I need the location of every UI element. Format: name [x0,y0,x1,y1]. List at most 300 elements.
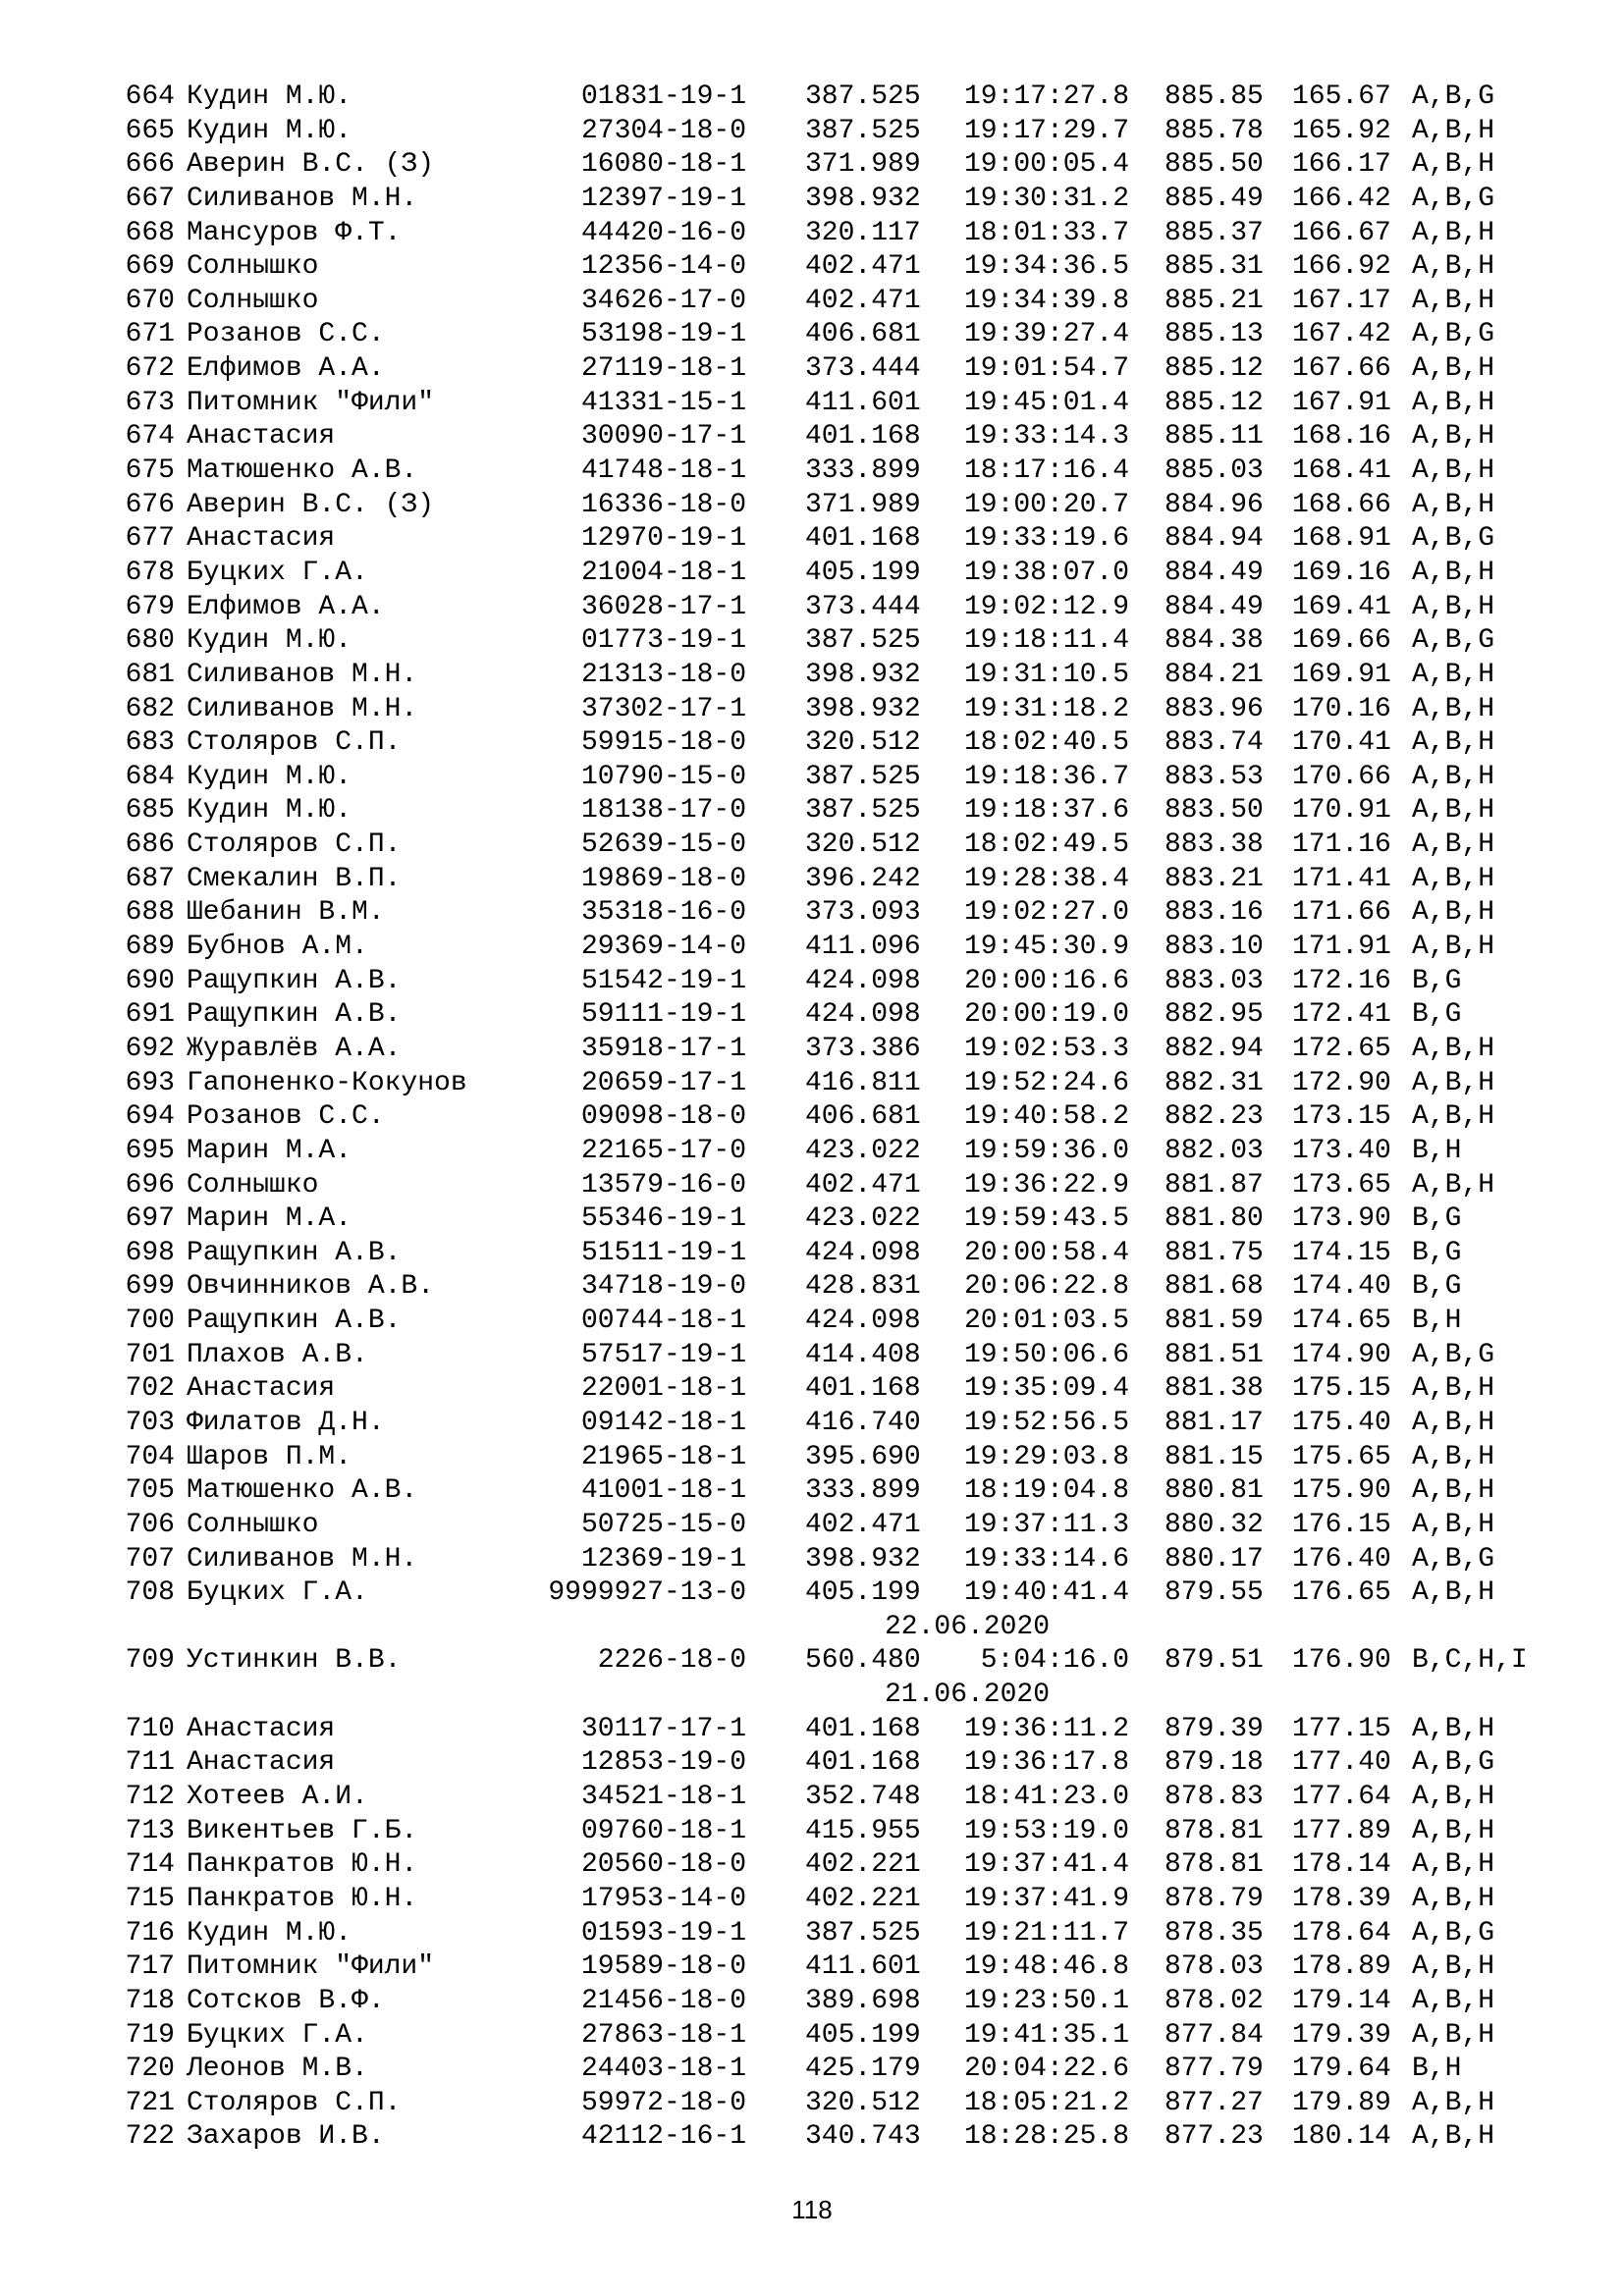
ring-number: 20560-18-0 [580,1849,746,1881]
points: 176.65 [1292,1577,1391,1609]
table-row [0,659,1624,693]
table-row [0,1372,1624,1407]
place-number: 713 [125,1815,175,1846]
distance: 415.955 [805,1815,921,1846]
arrival-time: 19:37:11.3 [963,1509,1129,1540]
points: 171.41 [1292,863,1391,894]
speed: 879.18 [1164,1747,1264,1779]
speed: 881.68 [1164,1271,1264,1303]
points: 172.16 [1292,965,1391,996]
ring-number: 59111-19-1 [580,999,746,1031]
owner-name: Силиванов М.Н. [187,693,418,724]
groups: A,B,H [1412,829,1495,861]
owner-name: Марин М.А. [187,1203,352,1235]
place-number: 698 [125,1237,175,1268]
distance: 405.199 [805,1577,921,1609]
date-separator [0,1679,1624,1713]
ring-number: 27863-18-1 [580,2019,746,2051]
speed: 885.50 [1164,149,1264,181]
distance: 423.022 [805,1203,921,1235]
table-row [0,1202,1624,1237]
ring-number: 16336-18-0 [580,489,746,520]
speed: 877.79 [1164,2054,1264,2085]
distance: 373.386 [805,1033,921,1064]
groups: A,B,G [1412,183,1495,214]
groups: A,B,H [1412,115,1495,146]
place-number: 674 [125,421,175,453]
owner-name: Мансуров Ф.Т. [187,217,402,248]
arrival-time: 19:18:37.6 [963,795,1129,827]
arrival-time: 19:59:43.5 [963,1203,1129,1235]
distance: 424.098 [805,965,921,996]
date-label: 22.06.2020 [884,1611,1051,1642]
distance: 387.525 [805,115,921,146]
place-number: 705 [125,1475,175,1507]
place-number: 722 [125,2121,175,2153]
owner-name: Марин М.А. [187,1135,352,1166]
groups: A,B,H [1412,1373,1495,1405]
groups: A,B,H [1412,1033,1495,1064]
date-label: 21.06.2020 [884,1680,1051,1711]
distance: 387.525 [805,1917,921,1949]
place-number: 688 [125,897,175,929]
distance: 411.601 [805,387,921,418]
table-row [0,183,1624,217]
points: 168.66 [1292,489,1391,520]
table-row [0,115,1624,149]
speed: 880.81 [1164,1475,1264,1507]
table-row [0,1305,1624,1339]
ring-number: 34718-19-0 [580,1271,746,1303]
table-row [0,2019,1624,2054]
table-row [0,80,1624,115]
points: 177.15 [1292,1713,1391,1744]
owner-name: Филатов Д.Н. [187,1407,385,1438]
owner-name: Кудин М.Ю. [187,795,352,827]
speed: 881.87 [1164,1169,1264,1201]
arrival-time: 19:02:12.9 [963,591,1129,622]
place-number: 690 [125,965,175,996]
owner-name: Елфимов А.А. [187,353,385,385]
ring-number: 01773-19-1 [580,625,746,657]
table-row [0,1339,1624,1373]
groups: A,B,H [1412,1509,1495,1540]
points: 170.66 [1292,761,1391,792]
points: 171.91 [1292,932,1391,963]
points: 166.17 [1292,149,1391,181]
table-row [0,1644,1624,1679]
arrival-time: 19:59:36.0 [963,1135,1129,1166]
place-number: 714 [125,1849,175,1881]
owner-name: Бубнов А.М. [187,932,368,963]
place-number: 667 [125,183,175,214]
points: 176.40 [1292,1543,1391,1575]
place-number: 687 [125,863,175,894]
page-number: 118 [791,2195,833,2224]
distance: 387.525 [805,81,921,112]
distance: 401.168 [805,523,921,555]
place-number: 708 [125,1577,175,1609]
ring-number: 21313-18-0 [580,659,746,690]
owner-name: Гапоненко-Кокунов [187,1067,467,1098]
ring-number: 30090-17-1 [580,421,746,453]
groups: A,B,G [1412,1917,1495,1949]
distance: 411.601 [805,1951,921,1983]
speed: 878.83 [1164,1782,1264,1813]
place-number: 695 [125,1135,175,1166]
distance: 398.932 [805,1543,921,1575]
ring-number: 12853-19-0 [580,1747,746,1779]
arrival-time: 19:33:14.3 [963,421,1129,453]
speed: 882.95 [1164,999,1264,1031]
speed: 882.03 [1164,1135,1264,1166]
distance: 387.525 [805,761,921,792]
points: 170.16 [1292,693,1391,724]
table-row [0,1135,1624,1169]
groups: A,B,H [1412,727,1495,759]
speed: 877.27 [1164,2087,1264,2118]
place-number: 696 [125,1169,175,1201]
speed: 884.21 [1164,659,1264,690]
owner-name: Солнышко [187,1509,319,1540]
groups: A,B,H [1412,1169,1495,1201]
table-row [0,1474,1624,1509]
groups: B,G [1412,1203,1462,1235]
distance: 373.093 [805,897,921,929]
place-number: 704 [125,1441,175,1472]
distance: 389.698 [805,1985,921,2016]
distance: 395.690 [805,1441,921,1472]
ring-number: 51542-19-1 [580,965,746,996]
place-number: 668 [125,217,175,248]
place-number: 707 [125,1543,175,1575]
speed: 878.03 [1164,1951,1264,1983]
points: 173.40 [1292,1135,1391,1166]
arrival-time: 18:02:40.5 [963,727,1129,759]
distance: 396.242 [805,863,921,894]
arrival-time: 19:18:11.4 [963,625,1129,657]
speed: 884.96 [1164,489,1264,520]
groups: A,B,H [1412,557,1495,588]
arrival-time: 19:00:20.7 [963,489,1129,520]
place-number: 671 [125,319,175,350]
ring-number: 55346-19-1 [580,1203,746,1235]
ring-number: 42112-16-1 [580,2121,746,2153]
place-number: 683 [125,727,175,759]
place-number: 665 [125,115,175,146]
arrival-time: 19:45:30.9 [963,932,1129,963]
ring-number: 35318-16-0 [580,897,746,929]
points: 179.64 [1292,2054,1391,2085]
owner-name: Анастасия [187,1373,336,1405]
place-number: 670 [125,285,175,316]
table-row [0,591,1624,625]
place-number: 679 [125,591,175,622]
place-number: 664 [125,81,175,112]
speed: 878.81 [1164,1815,1264,1846]
distance: 401.168 [805,1373,921,1405]
points: 169.41 [1292,591,1391,622]
points: 174.40 [1292,1271,1391,1303]
groups: A,B,H [1412,693,1495,724]
speed: 882.31 [1164,1067,1264,1098]
speed: 883.38 [1164,829,1264,861]
arrival-time: 20:00:58.4 [963,1237,1129,1268]
owner-name: Кудин М.Ю. [187,81,352,112]
points: 168.91 [1292,523,1391,555]
owner-name: Аверин В.С. (З) [187,149,435,181]
arrival-time: 18:05:21.2 [963,2087,1129,2118]
arrival-time: 19:17:27.8 [963,81,1129,112]
table-row [0,624,1624,659]
place-number: 711 [125,1747,175,1779]
speed: 885.03 [1164,455,1264,487]
ring-number: 29369-14-0 [580,932,746,963]
distance: 416.740 [805,1407,921,1438]
points: 174.65 [1292,1306,1391,1337]
distance: 373.444 [805,353,921,385]
groups: B,H [1412,2054,1462,2085]
distance: 373.444 [805,591,921,622]
table-row [0,896,1624,931]
table-row [0,1509,1624,1543]
place-number: 702 [125,1373,175,1405]
table-row [0,352,1624,387]
distance: 371.989 [805,489,921,520]
points: 178.89 [1292,1951,1391,1983]
groups: A,B,H [1412,455,1495,487]
speed: 883.53 [1164,761,1264,792]
distance: 398.932 [805,693,921,724]
distance: 424.098 [805,1306,921,1337]
points: 168.16 [1292,421,1391,453]
table-row [0,1883,1624,1917]
arrival-time: 19:21:11.7 [963,1917,1129,1949]
owner-name: Плахов А.В. [187,1339,368,1370]
owner-name: Ращупкин А.В. [187,965,402,996]
owner-name: Хотеев А.И. [187,1782,368,1813]
owner-name: Силиванов М.Н. [187,183,418,214]
distance: 352.748 [805,1782,921,1813]
groups: A,B,H [1412,761,1495,792]
ring-number: 41331-15-1 [580,387,746,418]
points: 168.41 [1292,455,1391,487]
owner-name: Шебанин В.М. [187,897,385,929]
distance: 402.471 [805,1509,921,1540]
place-number: 685 [125,795,175,827]
points: 176.90 [1292,1645,1391,1677]
distance: 428.831 [805,1271,921,1303]
ring-number: 09098-18-0 [580,1101,746,1133]
distance: 402.221 [805,1883,921,1914]
owner-name: Анастасия [187,421,336,453]
owner-name: Анастасия [187,523,336,555]
ring-number: 50725-15-0 [580,1509,746,1540]
speed: 877.84 [1164,2019,1264,2051]
table-row [0,1100,1624,1135]
distance: 333.899 [805,1475,921,1507]
groups: A,B,H [1412,217,1495,248]
owner-name: Ращупкин А.В. [187,1306,402,1337]
distance: 405.199 [805,2019,921,2051]
table-row [0,931,1624,965]
place-number: 684 [125,761,175,792]
table-row [0,1543,1624,1577]
points: 171.66 [1292,897,1391,929]
points: 167.91 [1292,387,1391,418]
owner-name: Анастасия [187,1747,336,1779]
arrival-time: 19:50:06.6 [963,1339,1129,1370]
speed: 884.38 [1164,625,1264,657]
speed: 878.81 [1164,1849,1264,1881]
owner-name: Силиванов М.Н. [187,1543,418,1575]
place-number: 681 [125,659,175,690]
speed: 884.49 [1164,591,1264,622]
table-row [0,1270,1624,1305]
table-row [0,1950,1624,1985]
arrival-time: 5:04:16.0 [980,1645,1129,1677]
distance: 423.022 [805,1135,921,1166]
groups: A,B,H [1412,1475,1495,1507]
ring-number: 21965-18-1 [580,1441,746,1472]
table-row [0,1576,1624,1611]
table-row [0,1815,1624,1849]
distance: 398.932 [805,183,921,214]
groups: A,B,H [1412,353,1495,385]
arrival-time: 18:02:49.5 [963,829,1129,861]
distance: 333.899 [805,455,921,487]
points: 179.89 [1292,2087,1391,2118]
ring-number: 53198-19-1 [580,319,746,350]
distance: 402.471 [805,1169,921,1201]
place-number: 694 [125,1101,175,1133]
arrival-time: 19:36:17.8 [963,1747,1129,1779]
groups: B,C,H,I [1412,1645,1528,1677]
groups: A,B,H [1412,1101,1495,1133]
owner-name: Буцких Г.А. [187,2019,368,2051]
table-row [0,250,1624,285]
table-row [0,1441,1624,1475]
owner-name: Кудин М.Ю. [187,1917,352,1949]
groups: A,B,H [1412,659,1495,690]
place-number: 676 [125,489,175,520]
table-row [0,1985,1624,2019]
place-number: 669 [125,251,175,283]
speed: 882.94 [1164,1033,1264,1064]
table-row [0,1781,1624,1815]
place-number: 689 [125,932,175,963]
groups: A,B,H [1412,251,1495,283]
place-number: 700 [125,1306,175,1337]
speed: 883.16 [1164,897,1264,929]
groups: A,B,G [1412,319,1495,350]
table-row [0,863,1624,897]
speed: 884.49 [1164,557,1264,588]
table-row [0,726,1624,761]
points: 167.66 [1292,353,1391,385]
ring-number: 41748-18-1 [580,455,746,487]
groups: B,G [1412,999,1462,1031]
arrival-time: 19:40:58.2 [963,1101,1129,1133]
ring-number: 57517-19-1 [580,1339,746,1370]
ring-number: 22165-17-0 [580,1135,746,1166]
distance: 402.471 [805,285,921,316]
ring-number: 35918-17-1 [580,1033,746,1064]
ring-number: 59915-18-0 [580,727,746,759]
groups: A,B,H [1412,285,1495,316]
place-number: 718 [125,1985,175,2016]
points: 173.15 [1292,1101,1391,1133]
distance: 320.512 [805,727,921,759]
points: 169.91 [1292,659,1391,690]
owner-name: Буцких Г.А. [187,1577,368,1609]
table-row [0,217,1624,251]
speed: 885.85 [1164,81,1264,112]
speed: 881.80 [1164,1203,1264,1235]
distance: 401.168 [805,1747,921,1779]
table-row [0,1033,1624,1067]
place-number: 709 [125,1645,175,1677]
place-number: 717 [125,1951,175,1983]
groups: A,B,H [1412,1815,1495,1846]
arrival-time: 19:34:39.8 [963,285,1129,316]
groups: A,B,H [1412,1985,1495,2016]
groups: A,B,H [1412,591,1495,622]
points: 169.16 [1292,557,1391,588]
points: 178.39 [1292,1883,1391,1914]
points: 166.42 [1292,183,1391,214]
groups: A,B,H [1412,863,1495,894]
distance: 402.221 [805,1849,921,1881]
ring-number: 10790-15-0 [580,761,746,792]
points: 169.66 [1292,625,1391,657]
arrival-time: 19:02:53.3 [963,1033,1129,1064]
arrival-time: 19:29:03.8 [963,1441,1129,1472]
groups: A,B,G [1412,523,1495,555]
ring-number: 41001-18-1 [580,1475,746,1507]
groups: A,B,H [1412,1407,1495,1438]
groups: A,B,H [1412,2019,1495,2051]
table-row [0,2087,1624,2121]
speed: 879.55 [1164,1577,1264,1609]
groups: A,B,H [1412,387,1495,418]
distance: 411.096 [805,932,921,963]
arrival-time: 19:02:27.0 [963,897,1129,929]
arrival-time: 19:35:09.4 [963,1373,1129,1405]
table-row [0,998,1624,1033]
points: 177.40 [1292,1747,1391,1779]
points: 167.42 [1292,319,1391,350]
owner-name: Кудин М.Ю. [187,625,352,657]
owner-name: Питомник "Фили" [187,387,435,418]
groups: B,G [1412,1237,1462,1268]
table-row [0,965,1624,999]
ring-number: 01831-19-1 [580,81,746,112]
place-number: 693 [125,1067,175,1098]
distance: 401.168 [805,1713,921,1744]
place-number: 715 [125,1883,175,1914]
place-number: 692 [125,1033,175,1064]
distance: 406.681 [805,319,921,350]
distance: 387.525 [805,625,921,657]
groups: A,B,H [1412,795,1495,827]
owner-name: Ращупкин А.В. [187,999,402,1031]
arrival-time: 18:28:25.8 [963,2121,1129,2153]
speed: 881.15 [1164,1441,1264,1472]
distance: 340.743 [805,2121,921,2153]
owner-name: Солнышко [187,1169,319,1201]
groups: B,G [1412,1271,1462,1303]
